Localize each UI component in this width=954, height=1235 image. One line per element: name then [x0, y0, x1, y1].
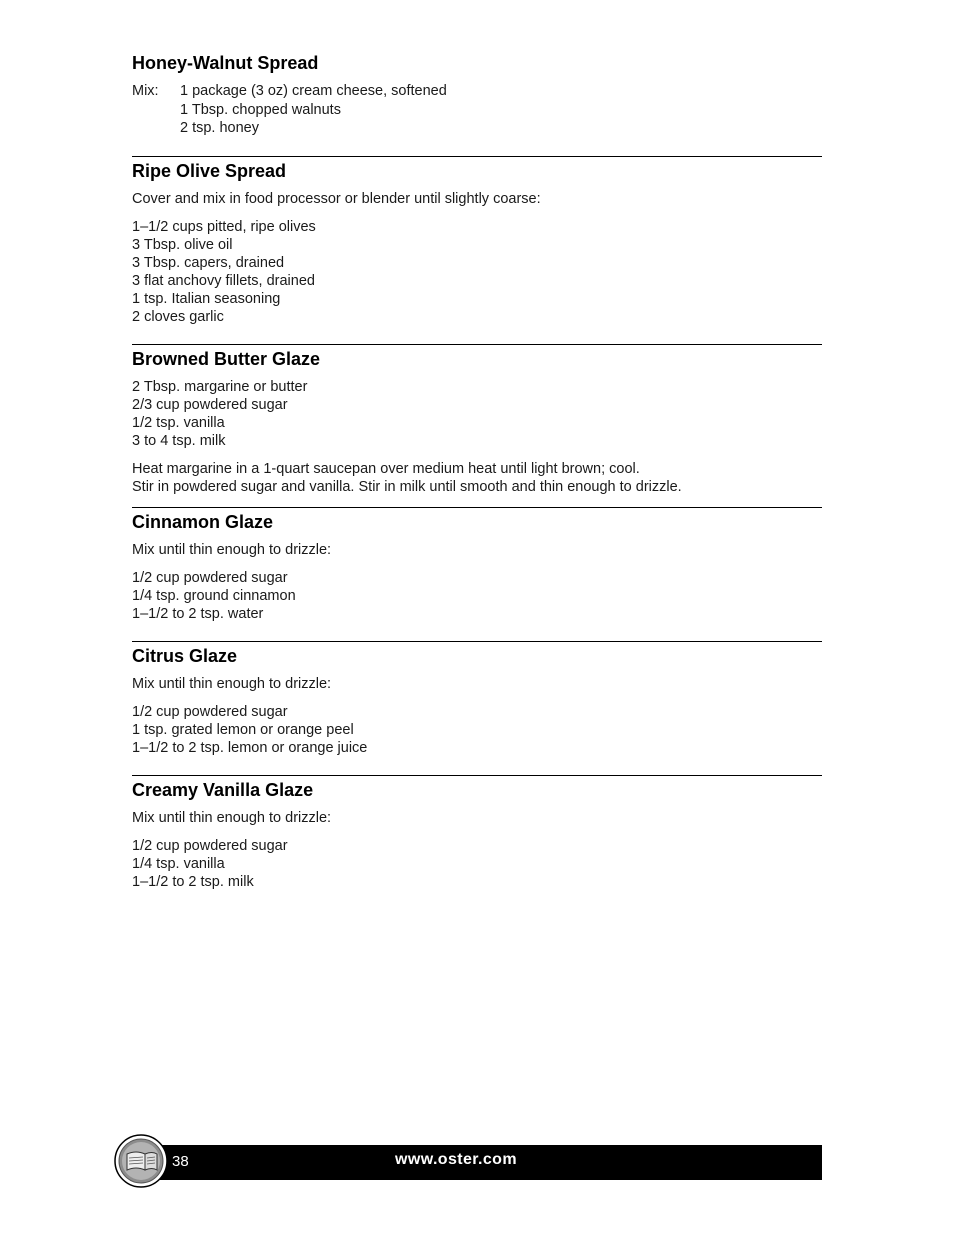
recipe-directions: [132, 460, 822, 496]
ingredient-list: [132, 378, 822, 450]
ingredient: 2 Tbsp. margarine or butter: [132, 378, 308, 395]
ingredient: 1/2 cup powdered sugar: [132, 837, 288, 854]
ingredient: 1–1/2 cups pitted, ripe olives: [132, 218, 316, 235]
ingredient: 1/4 tsp. ground cinnamon: [132, 587, 296, 604]
direction-line: Heat margarine in a 1-quart saucepan over medium heat until light brown; cool.: [132, 460, 640, 477]
recipe-content: [132, 50, 822, 891]
recipe-title: Honey-Walnut Spread: [132, 53, 319, 73]
ingredient: 3 Tbsp. olive oil: [132, 236, 233, 253]
recipe-instruction: Mix until thin enough to drizzle:: [132, 809, 332, 826]
ingredient-row: [132, 82, 822, 101]
ingredient: 2/3 cup powdered sugar: [132, 396, 288, 413]
ingredient: 3 Tbsp. capers, drained: [132, 254, 285, 271]
ingredient-row: [132, 119, 822, 138]
recipe-book-icon: [114, 1134, 168, 1188]
ingredient-row: [132, 101, 822, 120]
ingredient: 2 tsp. honey: [180, 120, 259, 136]
ingredient: 1 tsp. grated lemon or orange peel: [132, 721, 354, 738]
ingredient: 2 cloves garlic: [132, 308, 224, 325]
footer-url[interactable]: www.oster.com: [395, 1151, 517, 1168]
ingredient: 1 tsp. Italian seasoning: [132, 290, 281, 307]
ingredient: 1–1/2 to 2 tsp. lemon or orange juice: [132, 739, 368, 756]
ingredient: 1/2 tsp. vanilla: [132, 414, 225, 431]
ingredient-list: [132, 703, 822, 757]
ingredient: 1–1/2 to 2 tsp. water: [132, 605, 264, 622]
ingredient-list: [132, 837, 822, 891]
recipe-instruction: Mix until thin enough to drizzle:: [132, 541, 332, 558]
ingredient: 1 Tbsp. chopped walnuts: [180, 101, 341, 118]
mix-label: Mix:: [132, 83, 159, 99]
recipe-cinnamon-glaze: [132, 507, 822, 623]
direction-line: Stir in powdered sugar and vanilla. Stir in milk until smooth and thin enough to drizzle.: [132, 478, 682, 495]
ingredient: 3 to 4 tsp. milk: [132, 432, 226, 449]
ingredient-list: [132, 218, 822, 326]
recipe-citrus-glaze: [132, 641, 822, 757]
recipe-title: Citrus Glaze: [132, 645, 238, 666]
ingredient: 1/2 cup powdered sugar: [132, 703, 288, 720]
page-number: 38: [172, 1153, 189, 1170]
recipe-title: Browned Butter Glaze: [132, 348, 321, 369]
ingredient: 1 package (3 oz) cream cheese, softened: [180, 83, 447, 99]
ingredient-list: [132, 569, 822, 623]
recipe-title: Creamy Vanilla Glaze: [132, 779, 314, 800]
recipe-honey-walnut-spread: [132, 50, 822, 138]
recipe-title: Ripe Olive Spread: [132, 160, 287, 181]
ingredient: 1–1/2 to 2 tsp. milk: [132, 873, 254, 890]
recipe-title: Cinnamon Glaze: [132, 511, 274, 532]
ingredient: 1/2 cup powdered sugar: [132, 569, 288, 586]
recipe-ripe-olive-spread: [132, 156, 822, 326]
recipe-browned-butter-glaze: [132, 344, 822, 496]
ingredient: 1/4 tsp. vanilla: [132, 855, 225, 872]
recipe-instruction: Mix until thin enough to drizzle:: [132, 675, 332, 692]
ingredient: 3 flat anchovy fillets, drained: [132, 272, 315, 289]
recipe-instruction: Cover and mix in food processor or blender until slightly coarse:: [132, 190, 541, 207]
recipe-creamy-vanilla-glaze: [132, 775, 822, 891]
